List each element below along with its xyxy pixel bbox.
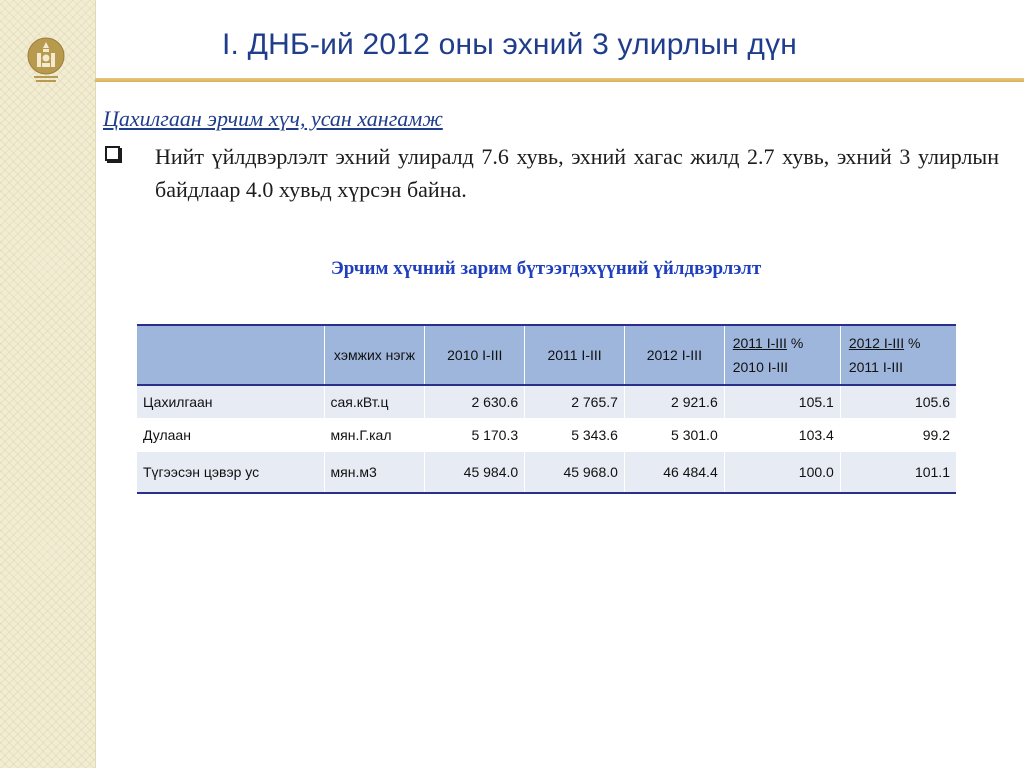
header-pct2-bottom: 2011 I-III bbox=[848, 359, 904, 375]
statistics-emblem-icon bbox=[26, 36, 66, 86]
checkbox-square-icon bbox=[105, 146, 120, 161]
table-title: Эрчим хүчний зарим бүтээгдэхүүний үйлдвэрлэлт bbox=[330, 258, 762, 279]
cell-name: Дулаан bbox=[137, 419, 324, 452]
table-row bbox=[137, 419, 956, 452]
cell-2010: 5 170.3 bbox=[425, 419, 525, 452]
header-pct-2011-2010 bbox=[724, 325, 840, 385]
cell-unit: мян.м3 bbox=[324, 452, 425, 494]
cell-pct1: 100.0 bbox=[724, 452, 840, 494]
page-title: I. ДНБ-ий 2012 оны эхний 3 улирлын дүн bbox=[222, 28, 798, 61]
cell-2011: 2 765.7 bbox=[525, 385, 625, 419]
header-2011: 2011 I-III bbox=[525, 325, 625, 385]
cell-pct2: 105.6 bbox=[840, 385, 956, 419]
cell-unit: мян.Г.кал bbox=[324, 419, 425, 452]
header-unit: хэмжих нэгж bbox=[324, 325, 425, 385]
cell-2012: 2 921.6 bbox=[624, 385, 724, 419]
cell-pct1: 105.1 bbox=[724, 385, 840, 419]
header-pct2-top: 2012 I-III bbox=[848, 335, 905, 351]
cell-pct2: 99.2 bbox=[840, 419, 956, 452]
bullet-text: Нийт үйлдвэрлэлт эхний улиралд 7.6 хувь, эхний хагас жилд 2.7 хувь, эхний 3 улирлын байдлаар 4.0 хувьд хүрсэн байна. bbox=[155, 144, 999, 202]
cell-2011: 45 968.0 bbox=[525, 452, 625, 494]
cell-2010: 45 984.0 bbox=[425, 452, 525, 494]
cell-2012: 46 484.4 bbox=[624, 452, 724, 494]
decorative-sidebar bbox=[0, 0, 96, 768]
cell-2012: 5 301.0 bbox=[624, 419, 724, 452]
header-pct2-sign: % bbox=[904, 335, 921, 351]
header-pct1-top: 2011 I-III bbox=[732, 335, 787, 351]
cell-2010: 2 630.6 bbox=[425, 385, 525, 419]
header-2010: 2010 I-III bbox=[425, 325, 525, 385]
cell-name: Түгээсэн цэвэр ус bbox=[137, 452, 324, 494]
section-heading: Цахилгаан эрчим хүч, усан хангамж bbox=[103, 106, 443, 131]
table-header-row bbox=[137, 325, 956, 385]
table-row bbox=[137, 385, 956, 419]
title-divider bbox=[95, 78, 1024, 82]
cell-name: Цахилгаан bbox=[137, 385, 324, 419]
cell-unit: сая.кВт.ц bbox=[324, 385, 425, 419]
header-pct1-bottom: 2010 I-III bbox=[732, 359, 788, 375]
header-2012: 2012 I-III bbox=[624, 325, 724, 385]
cell-pct2: 101.1 bbox=[840, 452, 956, 494]
header-blank bbox=[137, 325, 324, 385]
table-row bbox=[137, 452, 956, 494]
header-pct1-sign: % bbox=[786, 335, 804, 351]
header-pct-2012-2011 bbox=[840, 325, 956, 385]
energy-production-table bbox=[137, 324, 956, 494]
cell-pct1: 103.4 bbox=[724, 419, 840, 452]
cell-2011: 5 343.6 bbox=[525, 419, 625, 452]
